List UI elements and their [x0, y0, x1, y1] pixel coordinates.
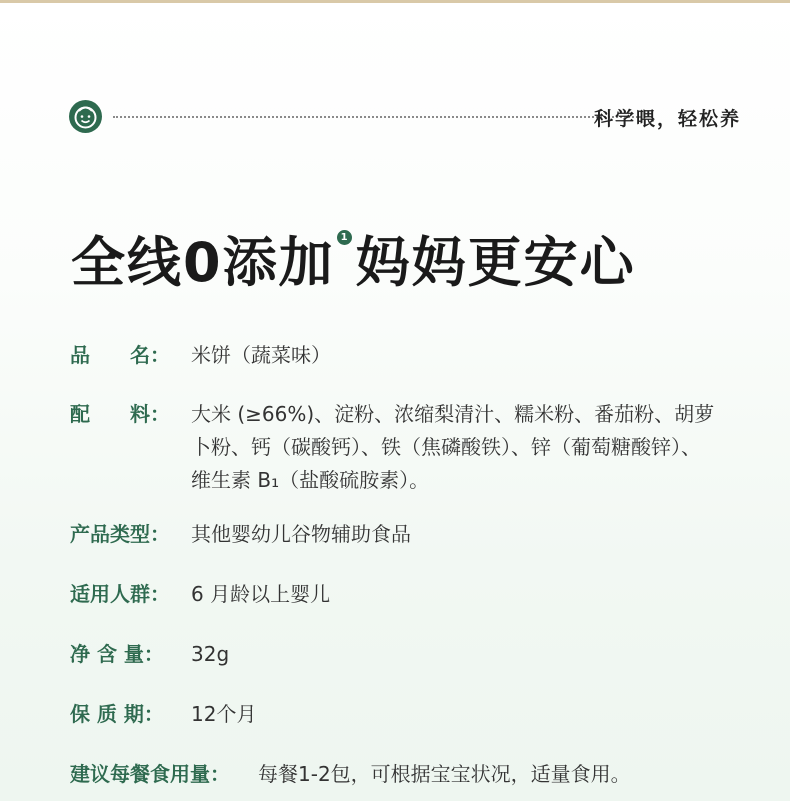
headline-part-1: 全线0添加: [71, 231, 335, 294]
spec-label: 适用人群：: [70, 582, 170, 606]
slogan: 科学喂，轻松养: [593, 108, 741, 130]
spec-value: 米饼（蔬菜味）: [191, 343, 331, 367]
spec-label: 建议每餐食用量：: [70, 762, 230, 786]
spec-label: 配 料：: [70, 402, 170, 426]
headline-part-2: 妈妈更安心: [355, 231, 636, 294]
spec-value: 其他婴幼儿谷物辅助食品: [191, 522, 411, 546]
spec-value: 12个月: [191, 702, 257, 726]
header: [69, 100, 741, 134]
dotted-divider: [113, 116, 641, 118]
baby-face-logo-icon: [69, 100, 102, 133]
top-border: [0, 0, 790, 3]
spec-value: 大米 (≥66%)、淀粉、浓缩梨清汁、糯米粉、番茄粉、胡萝卜粉、钙（碳酸钙）、铁（焦磷酸铁）、锌（葡萄糖酸锌）、维生素 B₁（盐酸硫胺素）。: [191, 402, 715, 492]
page-title: [71, 220, 636, 297]
spec-label: 净 含 量：: [70, 642, 164, 666]
footnote-badge: 1: [337, 230, 352, 245]
spec-label: 品 名：: [70, 343, 170, 367]
spec-value: 每餐1-2包，可根据宝宝状况，适量食用。: [258, 762, 631, 786]
spec-value: 32g: [191, 642, 230, 666]
spec-value: 6 月龄以上婴儿: [191, 582, 331, 606]
spec-label: 产品类型：: [70, 522, 170, 546]
spec-label: 保 质 期：: [70, 702, 164, 726]
